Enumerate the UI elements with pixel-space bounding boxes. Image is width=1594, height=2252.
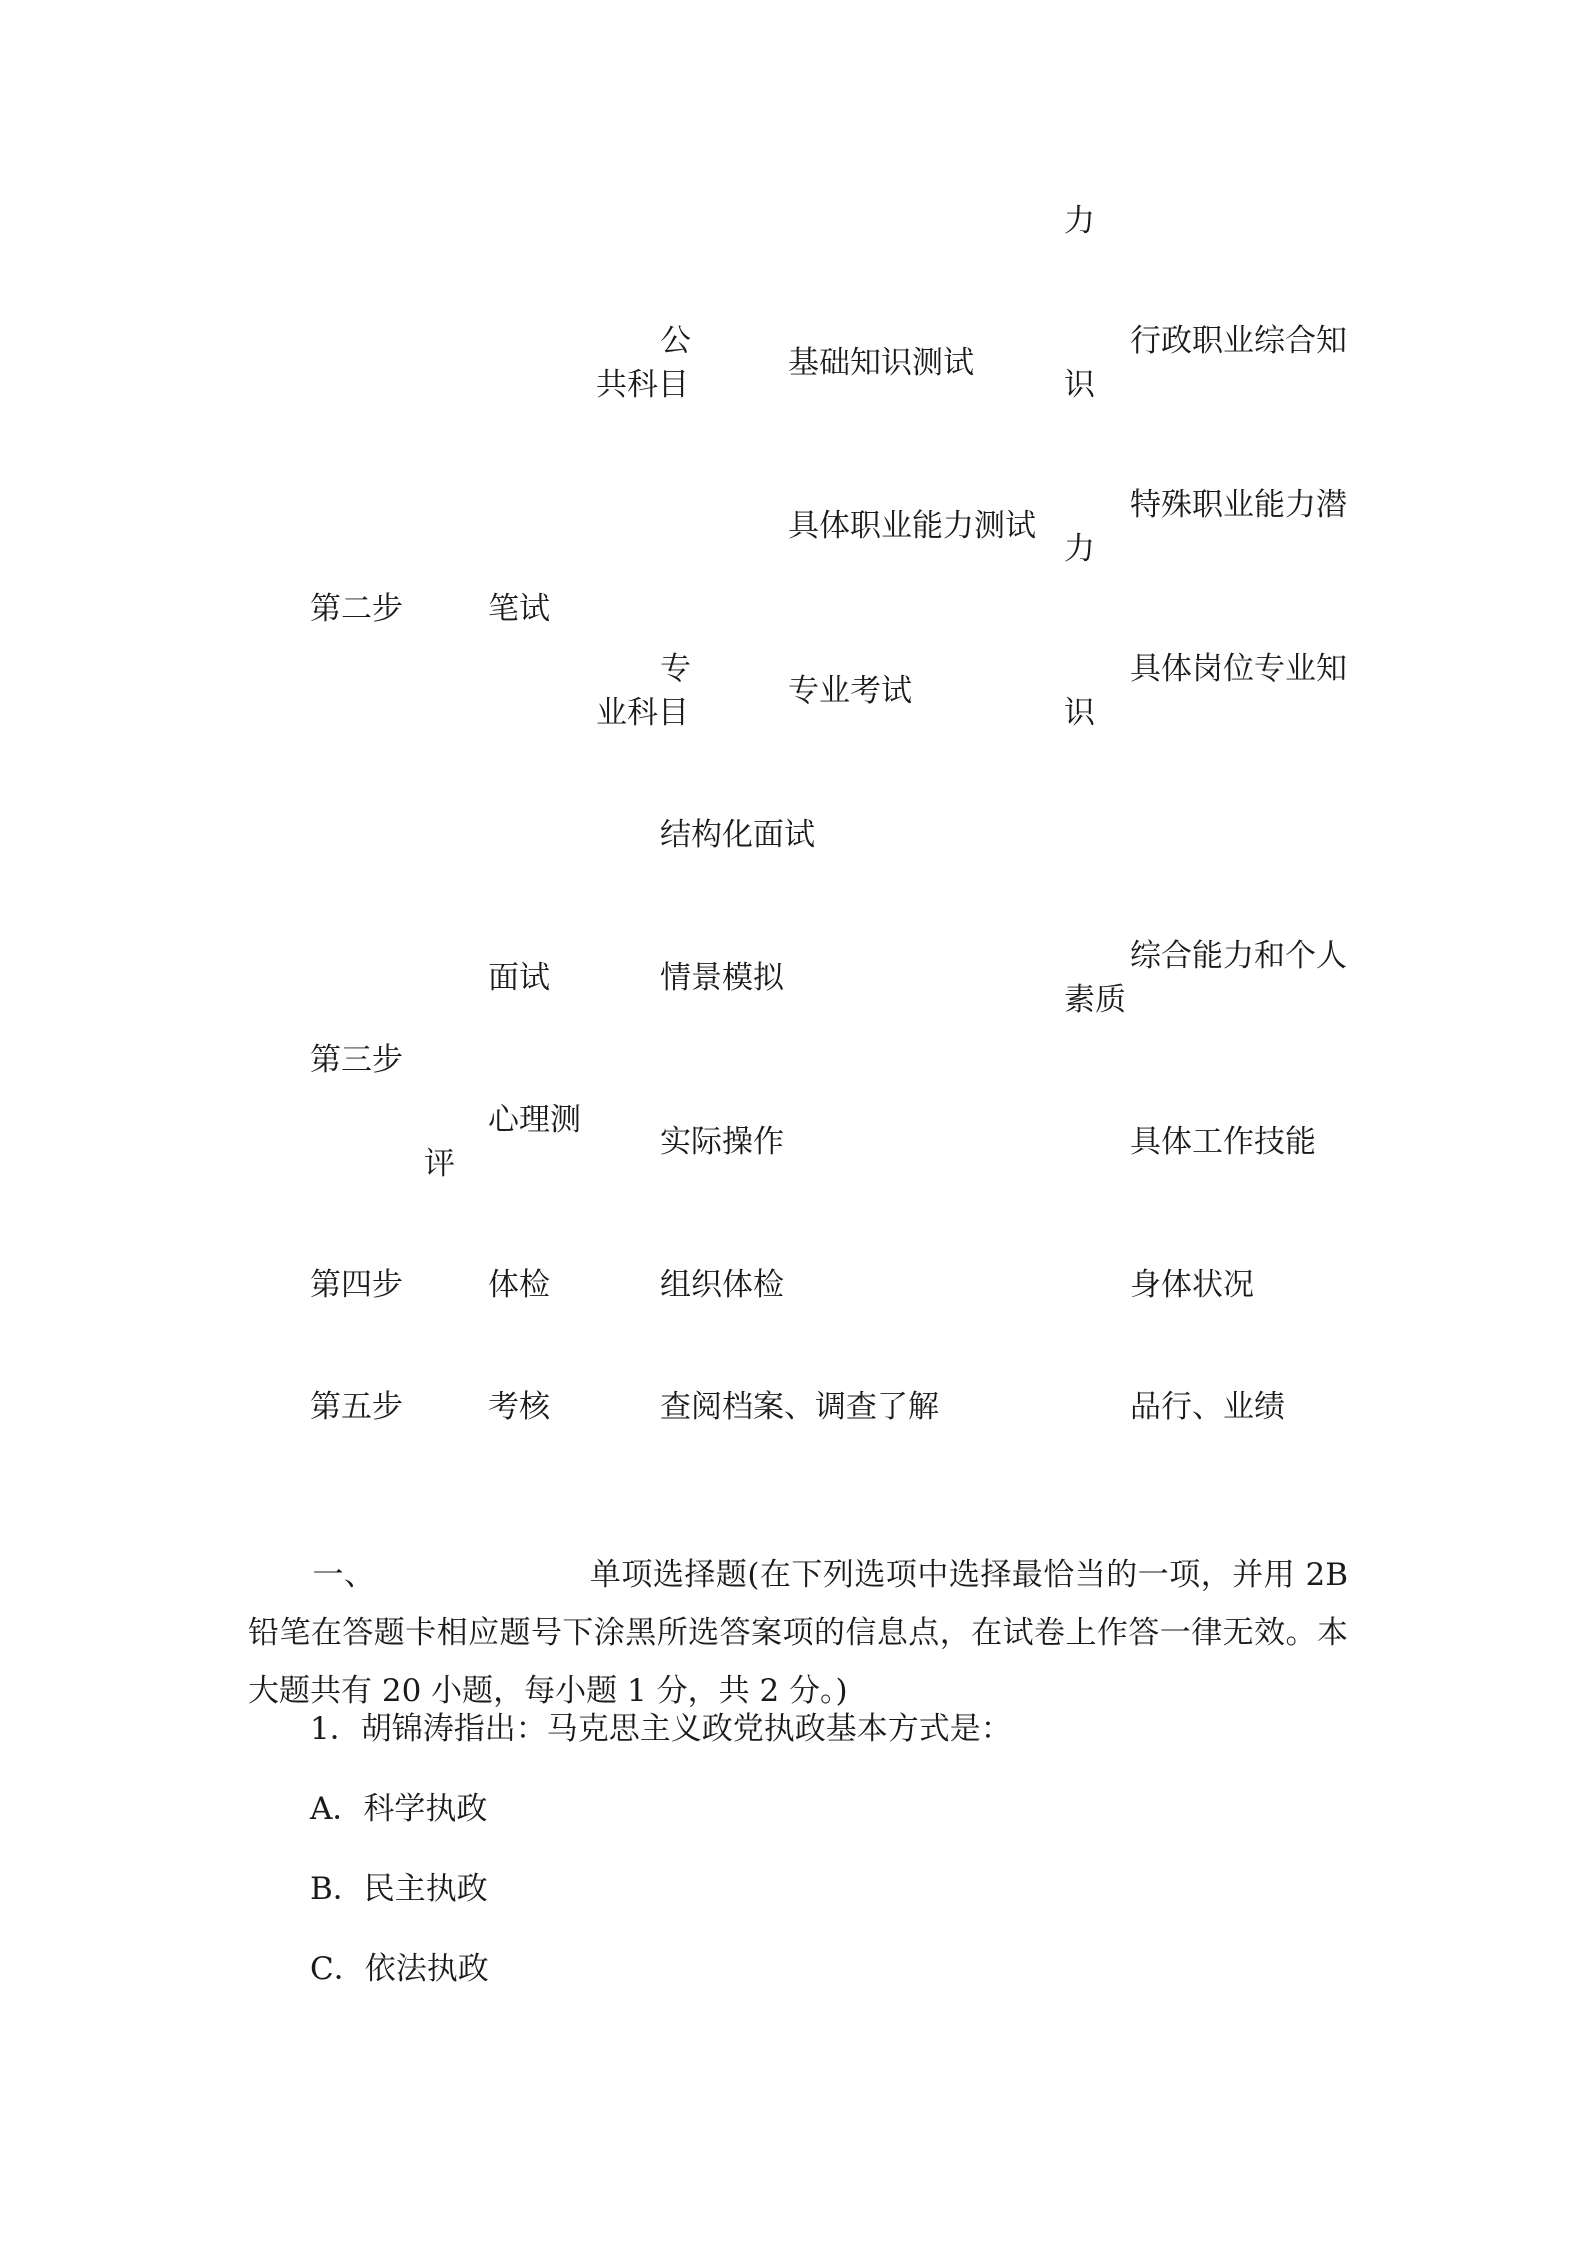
content-special-ability-line2: 力 — [1064, 531, 1095, 567]
method-structured-interview: 结构化面试 — [660, 817, 815, 853]
step4-method: 组织体检 — [660, 1267, 784, 1303]
step5-method: 查阅档案、调查了解 — [660, 1389, 939, 1425]
content-post-knowledge-line1: 具体岗位专业知 — [1130, 651, 1347, 687]
option-c: C．依法执政 — [310, 1951, 489, 1987]
method-major-exam: 专业考试 — [788, 673, 912, 709]
psych-type-line2: 评 — [424, 1146, 455, 1182]
subject-major-line2: 业科目 — [596, 695, 689, 731]
content-overall-ability-line2: 素质 — [1064, 982, 1126, 1018]
step5-label: 第五步 — [310, 1389, 403, 1425]
subject-public-line2: 共科目 — [596, 367, 689, 403]
step4-type: 体检 — [488, 1267, 550, 1303]
section-heading — [248, 1546, 1348, 1720]
content-work-skills: 具体工作技能 — [1130, 1124, 1316, 1160]
content-post-knowledge-line2: 识 — [1064, 695, 1095, 731]
step4-label: 第四步 — [310, 1267, 403, 1303]
method-basic-knowledge: 基础知识测试 — [788, 345, 974, 381]
step4-content: 身体状况 — [1130, 1267, 1254, 1303]
subject-public-line1: 公 — [660, 323, 691, 359]
step2-type: 笔试 — [488, 591, 550, 627]
content-special-ability-line1: 特殊职业能力潜 — [1130, 487, 1347, 523]
option-a: A．科学执政 — [310, 1791, 488, 1827]
interview-type: 面试 — [488, 960, 550, 996]
step2-label: 第二步 — [310, 591, 403, 627]
psych-type-line1: 心理测 — [488, 1102, 581, 1138]
subject-major-line1: 专 — [660, 651, 691, 687]
method-situational: 情景模拟 — [660, 960, 784, 996]
content-admin-knowledge-line2: 识 — [1064, 367, 1095, 403]
method-ability-test: 具体职业能力测试 — [788, 508, 1036, 544]
step3-label: 第三步 — [310, 1042, 403, 1078]
content-overall-ability-line1: 综合能力和个人 — [1130, 938, 1347, 974]
section-heading-text: 单项选择题(在下列选项中选择最恰当的一项，并用 2B 铅笔在答题卡相应题号下涂黑所选答案项的信息点，在试卷上作答一律无效。本大题共有 20 小题，每小题 1 分，共 2 分。) — [248, 1557, 1348, 1709]
question-stem: 1．胡锦涛指出：马克思主义政党执政基本方式是： — [310, 1711, 1012, 1747]
option-b: B．民主执政 — [310, 1871, 488, 1907]
section-number: 一、 — [312, 1557, 376, 1593]
method-practical: 实际操作 — [660, 1124, 784, 1160]
step5-content: 品行、业绩 — [1130, 1389, 1285, 1425]
content-admin-knowledge-line1: 行政职业综合知 — [1130, 323, 1347, 359]
step5-type: 考核 — [488, 1389, 550, 1425]
content-tail-top: 力 — [1064, 203, 1095, 239]
